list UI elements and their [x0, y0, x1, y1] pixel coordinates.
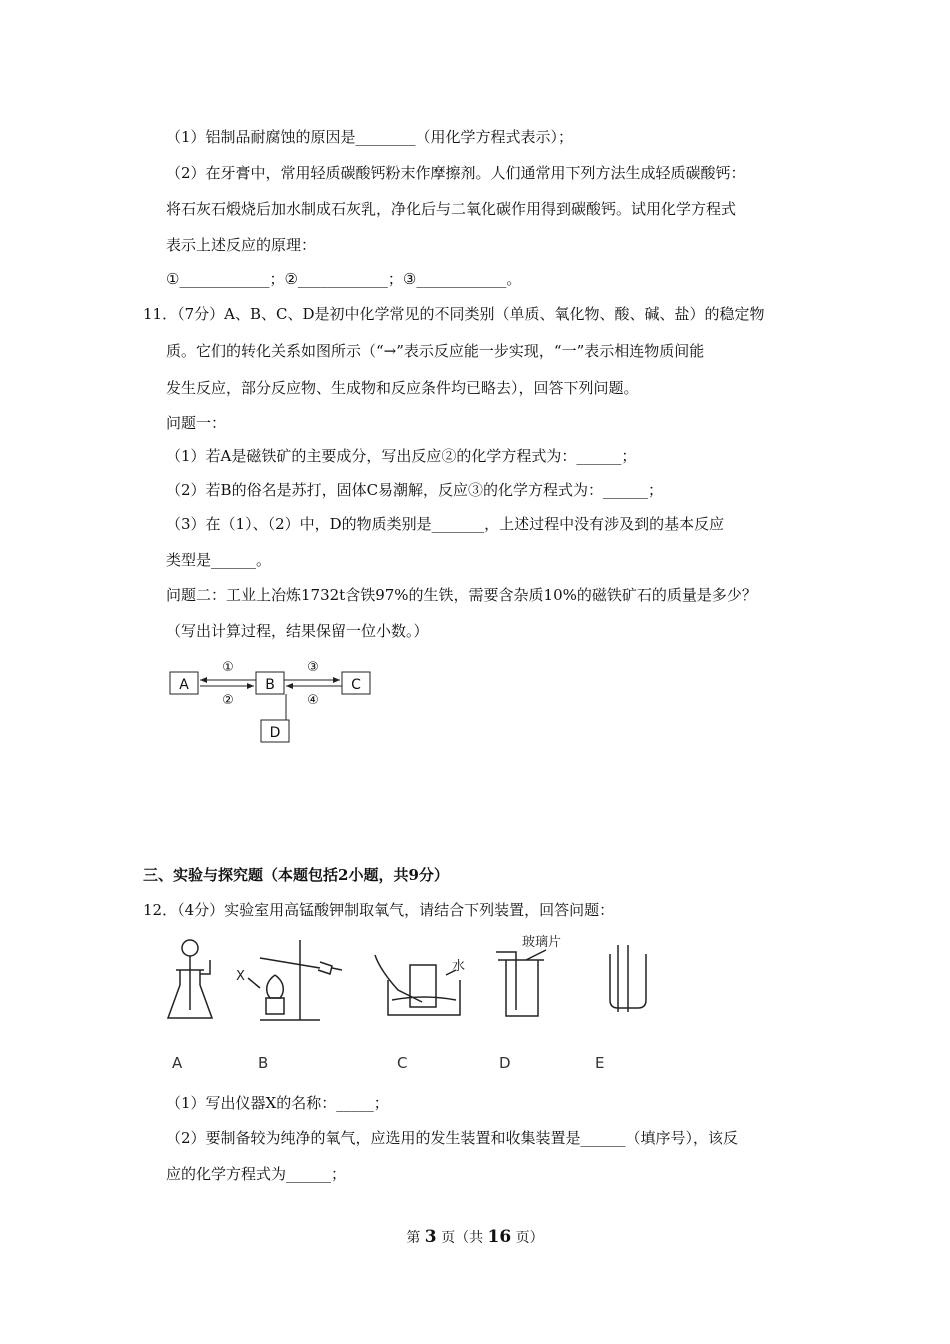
- q11-stem-cont: 质。它们的转化关系如图所示（“→”表示反应能一步实现，“一”表示相连物质间能: [166, 342, 705, 360]
- apparatus-e-jar: [610, 945, 646, 1012]
- q12-part1: （1）写出仪器X的名称：_____；: [166, 1094, 389, 1112]
- water-label: 水: [452, 959, 466, 974]
- q11-problem1-part3: （3）在（1）、（2）中，D的物质类别是_______，上述过程中没有涉及到的基本反应: [166, 515, 725, 533]
- apparatus-label-e: E: [595, 1054, 605, 1072]
- q12-part2: （2）要制备较为纯净的氧气，应选用的发生装置和收集装置是______（填序号），该反: [166, 1129, 739, 1147]
- footer-suffix: 页）: [515, 1230, 544, 1246]
- apparatus-label-c: C: [397, 1054, 408, 1072]
- footer-page-number: 3: [424, 1227, 437, 1247]
- q11-problem2-note: （写出计算过程，结果保留一位小数。）: [166, 622, 429, 640]
- section3-heading: 三、实验与探究题（本题包括2小题，共9分）: [143, 866, 449, 884]
- apparatus-d-jar: [496, 950, 546, 1016]
- reaction-diagram: [160, 650, 390, 750]
- q10-part1: （1）铝制品耐腐蚀的原因是________（用化学方程式表示）；: [166, 128, 574, 146]
- apparatus-c-trough: [375, 955, 460, 1015]
- apparatus-a-flask: [168, 940, 212, 1018]
- q12-part2-cont: 应的化学方程式为______；: [166, 1165, 347, 1183]
- q11-problem2: 问题二：工业上冶炼1732t含铁97%的生铁，需要含杂质10%的磁铁矿石的质量是多少？: [166, 586, 757, 604]
- apparatus-figure: [160, 930, 660, 1030]
- q12-stem: 12．（4分）实验室用高锰酸钾制取氧气，请结合下列装置，回答问题：: [143, 901, 615, 919]
- arrow-1-label: ①: [222, 660, 234, 675]
- q10-blanks: ①____________；②____________；③____________。: [166, 270, 522, 288]
- box-a-label: A: [179, 677, 189, 693]
- q11-problem1-part3-cont: 类型是______。: [166, 551, 272, 569]
- q11-problem1-part1: （1）若A是磁铁矿的主要成分，写出反应②的化学方程式为：______；: [166, 447, 637, 465]
- x-label: X: [236, 969, 245, 984]
- box-b-label: B: [265, 677, 275, 693]
- box-c-label: C: [351, 677, 361, 693]
- q11-stem: 11．（7分）A、B、C、D是初中化学常见的不同类别（单质、氧化物、酸、碱、盐）的稳定物: [143, 305, 765, 323]
- apparatus-b-heating: [248, 940, 342, 1020]
- page-footer: [0, 1227, 950, 1247]
- q11-stem-cont2: 发生反应，部分反应物、生成物和反应条件均已略去），回答下列问题。: [166, 379, 639, 397]
- q11-problem1-part2: （2）若B的俗名是苏打，固体C易潮解，反应③的化学方程式为：______；: [166, 481, 664, 499]
- box-d-label: D: [269, 725, 281, 741]
- q10-part2-cont: 将石灰石煅烧后加水制成石灰乳，净化后与二氧化碳作用得到碳酸钙。试用化学方程式: [166, 200, 737, 218]
- footer-mid: 页（共: [441, 1230, 484, 1246]
- arrow-3-label: ③: [307, 660, 319, 675]
- apparatus-label-a: A: [172, 1054, 183, 1072]
- q11-problem1-heading: 问题一：: [166, 414, 227, 432]
- footer-prefix: 第: [406, 1230, 421, 1246]
- apparatus-label-b: B: [258, 1054, 269, 1072]
- q10-part2-cont2: 表示上述反应的原理：: [166, 236, 317, 254]
- footer-total-pages: 16: [487, 1227, 512, 1247]
- arrow-4-label: ④: [307, 693, 319, 708]
- glass-label: 玻璃片: [522, 935, 562, 950]
- apparatus-label-d: D: [499, 1054, 511, 1072]
- arrow-2-label: ②: [222, 693, 234, 708]
- q10-part2: （2）在牙膏中，常用轻质碳酸钙粉末作摩擦剂。人们通常用下列方法生成轻质碳酸钙：: [166, 164, 746, 182]
